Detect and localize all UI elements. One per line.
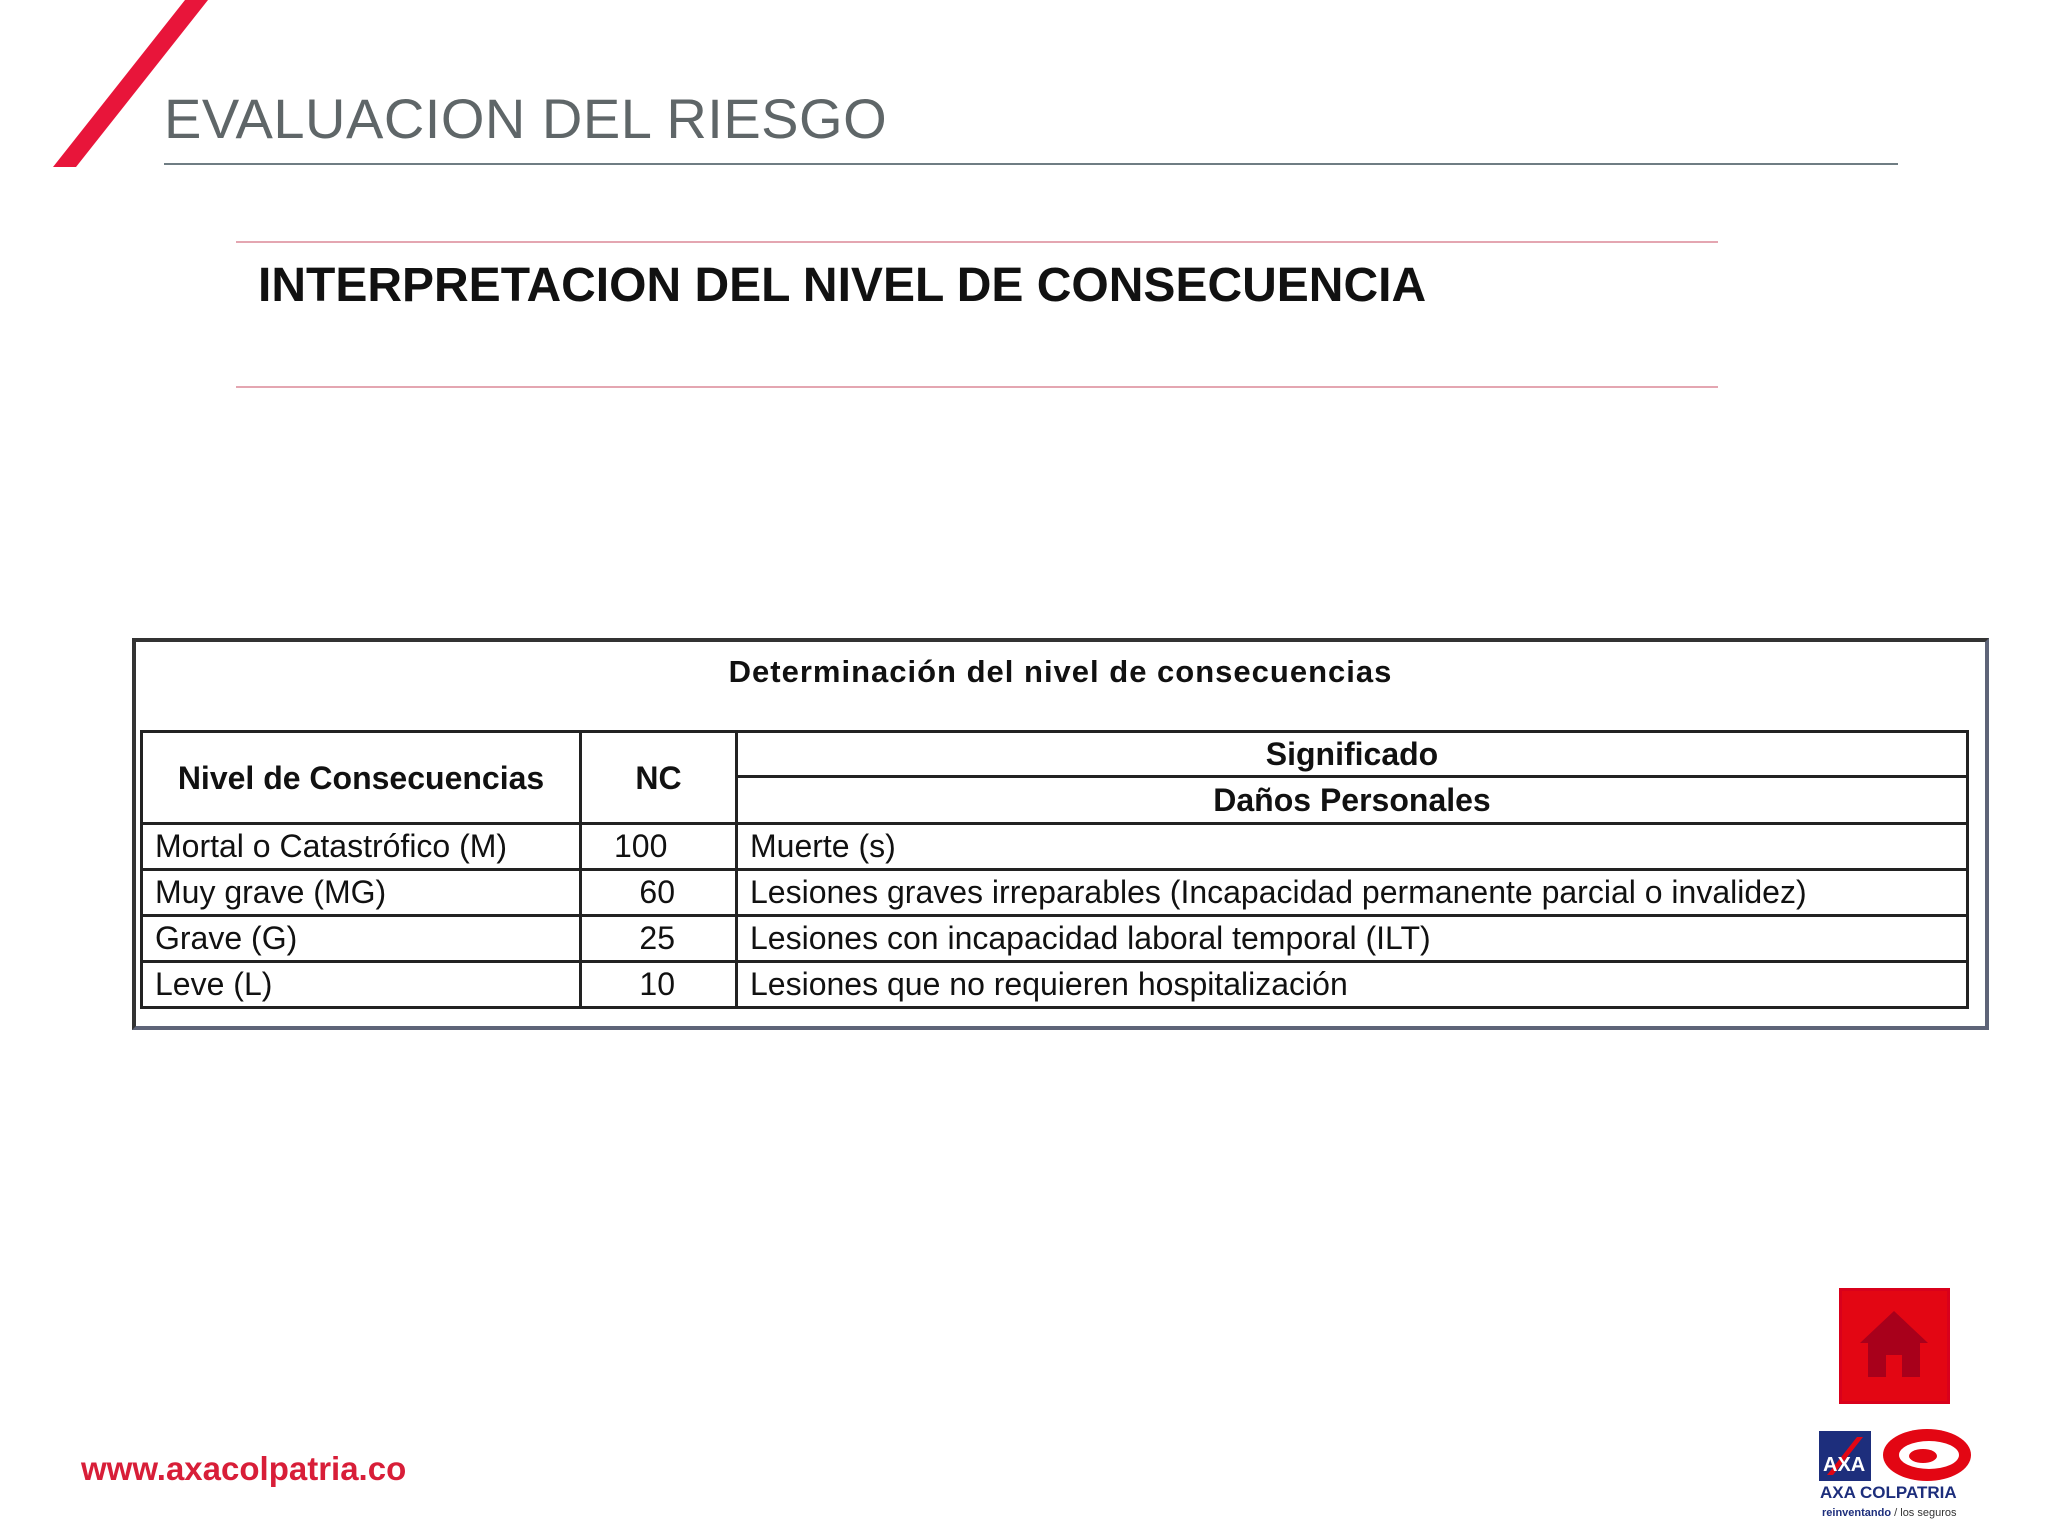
cell-meaning: Lesiones que no requieren hospitalización (737, 962, 1968, 1008)
cell-nc: 25 (581, 916, 737, 962)
table-row (142, 870, 1968, 916)
consequence-table-frame (132, 638, 1989, 1030)
header-level: Nivel de Consecuencias (142, 732, 581, 824)
svg-text:AXA: AXA (1823, 1454, 1866, 1476)
table-row (142, 916, 1968, 962)
tagline-bold: reinventando (1822, 1507, 1892, 1519)
table-caption: Determinación del nivel de consecuencias (728, 654, 1393, 689)
brand-name: AXA COLPATRIA (1820, 1483, 1957, 1502)
title-divider (164, 163, 1898, 165)
subtitle-top-divider (236, 241, 1718, 243)
cell-meaning: Lesiones con incapacidad laboral temporal (ILT) (737, 916, 1968, 962)
cell-nc: 60 (581, 870, 737, 916)
consequence-table (140, 730, 1969, 1009)
cell-level: Mortal o Catastrófico (M) (142, 824, 581, 870)
home-button[interactable] (1839, 1288, 1950, 1404)
page-title: EVALUACION DEL RIESGO (164, 87, 888, 150)
header-damages: Daños Personales (737, 777, 1968, 824)
cell-meaning: Lesiones graves irreparables (Incapacidad permanente parcial o invalidez) (737, 870, 1968, 916)
header-meaning: Significado (737, 732, 1968, 777)
section-subtitle: INTERPRETACION DEL NIVEL DE CONSECUENCIA (258, 259, 1427, 312)
cell-meaning: Muerte (s) (737, 824, 1968, 870)
subtitle-bottom-divider (236, 386, 1718, 388)
brand-tagline: reinventando / los seguros (1822, 1507, 1957, 1519)
cell-nc: 10 (581, 962, 737, 1008)
table-header-row (142, 732, 1968, 777)
website-url[interactable]: www.axacolpatria.co (81, 1450, 407, 1487)
home-icon (1842, 1291, 1947, 1401)
cell-level: Leve (L) (142, 962, 581, 1008)
table-row (142, 824, 1968, 870)
cell-nc: 100 (581, 824, 737, 870)
table-row (142, 962, 1968, 1008)
cell-level: Muy grave (MG) (142, 870, 581, 916)
tagline-rest: los seguros (1900, 1507, 1957, 1519)
header-nc: NC (581, 732, 737, 824)
cell-level: Grave (G) (142, 916, 581, 962)
